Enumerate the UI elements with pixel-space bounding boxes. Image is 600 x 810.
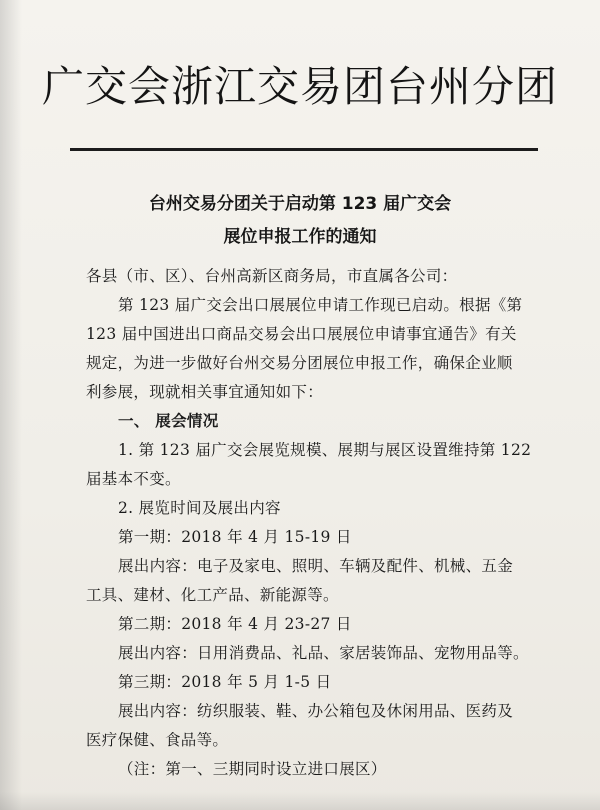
phase-content-line: 展出内容：日用消费品、礼品、家居装饰品、宠物用品等。 bbox=[118, 644, 529, 662]
notice-title-line-2: 展位申报工作的通知 bbox=[223, 227, 377, 247]
notice-title bbox=[0, 188, 600, 254]
body-line: 规定，为进一步做好台州交易分团展位申报工作，确保企业顺 bbox=[86, 354, 513, 372]
body-line: 届基本不变。 bbox=[86, 470, 181, 488]
scan-shadow-bottom bbox=[0, 792, 600, 810]
body-line: 第 123 届广交会出口展展位申请工作现已启动。根据《第 bbox=[118, 296, 523, 314]
phase-content-line: 展出内容：电子及家电、照明、车辆及配件、机械、五金 bbox=[118, 557, 514, 575]
section-heading: 一、 展会情况 bbox=[118, 412, 219, 430]
phase-date-line: 第三期：2018 年 5 月 1-5 日 bbox=[118, 673, 332, 691]
salutation-line: 各县（市、区）、台州高新区商务局，市直属各公司： bbox=[86, 267, 458, 285]
phase-date-line: 第二期：2018 年 4 月 23-27 日 bbox=[118, 615, 352, 633]
phase-date-line: 第一期：2018 年 4 月 15-19 日 bbox=[118, 528, 352, 546]
body-line: 1. 第 123 届广交会展览规模、展期与展区设置维持第 122 bbox=[118, 441, 532, 459]
notice-title-line-1: 台州交易分团关于启动第 123 届广交会 bbox=[148, 194, 452, 214]
body-line: 利参展，现就相关事宜通知如下： bbox=[86, 383, 324, 401]
masthead-title: 广交会浙江交易团台州分团 bbox=[41, 62, 558, 111]
phase-content-line: 工具、建材、化工产品、新能源等。 bbox=[86, 586, 339, 604]
phase-content-line: 展出内容：纺织服装、鞋、办公箱包及休闲用品、医药及 bbox=[118, 702, 514, 720]
phase-content-line: 医疗保健、食品等。 bbox=[86, 731, 229, 749]
body-line: 123 届中国进出口商品交易会出口展展位申请事宜通告》有关 bbox=[86, 325, 517, 343]
note-line: （注：第一、三期同时设立进口展区） bbox=[118, 760, 387, 778]
notice-body bbox=[86, 262, 538, 784]
subsection-heading: 2. 展览时间及展出内容 bbox=[118, 499, 281, 517]
masthead-divider bbox=[70, 148, 538, 151]
